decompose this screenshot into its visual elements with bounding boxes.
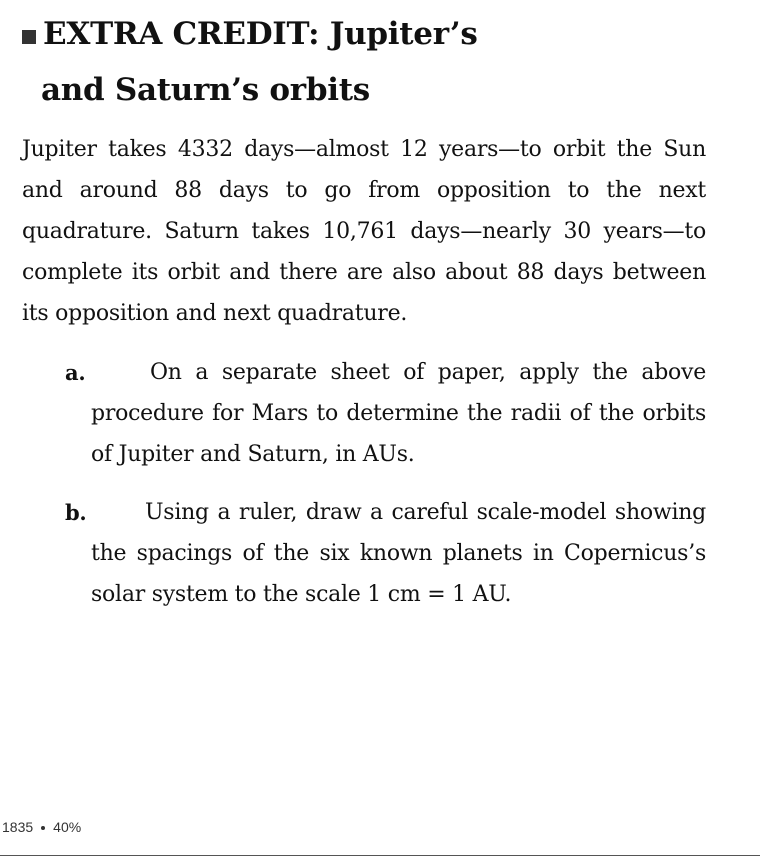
list-item-b [65,492,706,615]
list-item-a [65,352,706,475]
section-heading [22,6,722,118]
square-bullet-icon [22,30,36,44]
item-text-b: Using a ruler, draw a careful scale-model showing the spacings of the six known planets in Copernicus’s solar system to the scale 1 cm = 1 AU. [91,500,706,607]
location-number: 1835 [2,819,34,835]
reading-progress-footer [2,819,81,835]
item-marker-b: b. [65,500,87,525]
item-text-a: On a separate sheet of paper, apply the above procedure for Mars to determine the radii of the orbits of Jupiter and Saturn, in AUs. [91,360,706,467]
progress-percent: 40% [53,819,82,835]
item-marker-a: a. [65,360,86,385]
bottom-divider [0,855,760,856]
separator-dot-icon [41,826,45,830]
heading-line-2: and Saturn’s orbits [41,72,370,108]
body-paragraph: Jupiter takes 4332 days—almost 12 years—to orbit the Sun and around 88 days to go from opposition to the next quadrature. Saturn takes 10,761 days—nearly 30 years—to complete its orbit and there are also about 88 days between its opposition and next quadrature. [22,137,706,326]
heading-line-1: EXTRA CREDIT: Jupiter’s [43,16,478,52]
